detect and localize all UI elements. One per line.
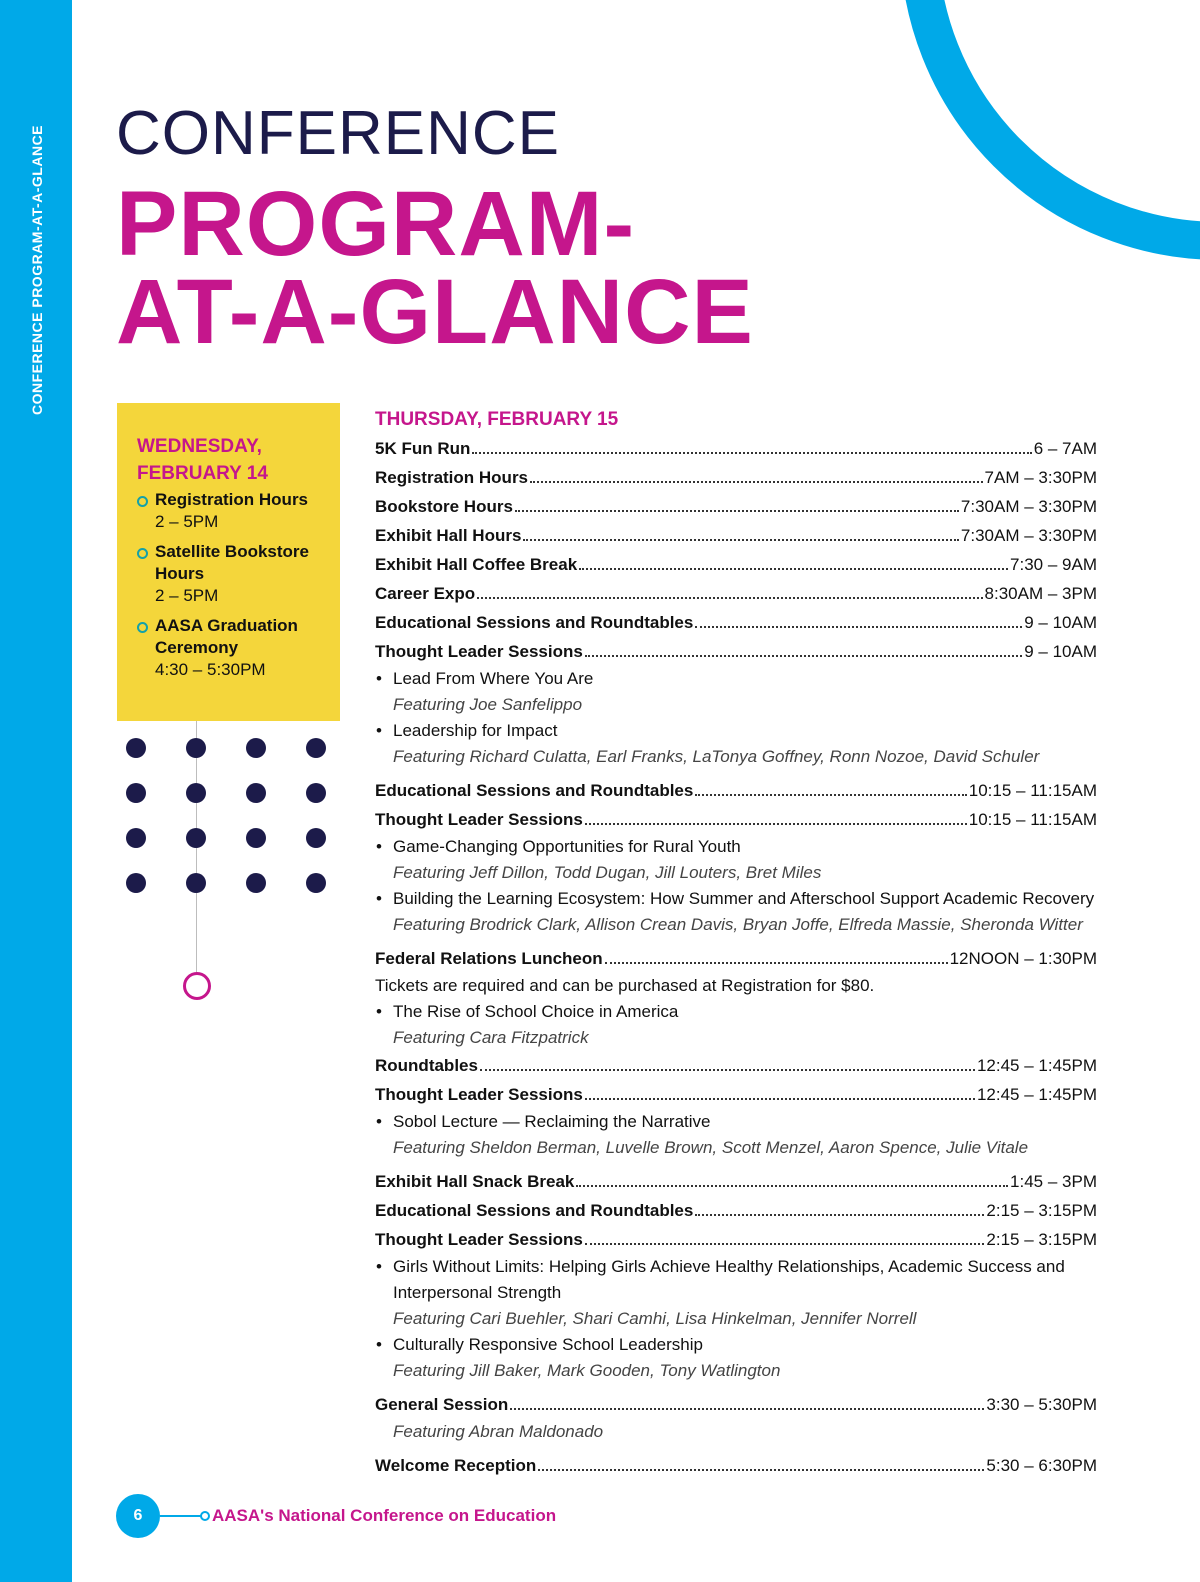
schedule-row: Thought Leader Sessions 10:15 – 11:15AM bbox=[375, 810, 1097, 829]
schedule-row: Registration Hours 7AM – 3:30PM bbox=[375, 468, 1097, 487]
decorative-ring bbox=[900, 0, 1200, 260]
session-title: • Game-Changing Opportunities for Rural Youth bbox=[375, 834, 1097, 860]
session-featuring: Featuring Joe Sanfelippo bbox=[393, 695, 583, 714]
session-featuring: Featuring Brodrick Clark, Allison Crean Davis, Bryan Joffe, Elfreda Massie, Sheronda Witter bbox=[393, 915, 1083, 934]
luncheon-note: Tickets are required and can be purchased at Registration for $80. bbox=[375, 976, 875, 995]
session-featuring: Featuring Jeff Dillon, Todd Dugan, Jill Louters, Bret Miles bbox=[393, 863, 822, 882]
session-title: • Lead From Where You Are bbox=[375, 666, 1097, 692]
publication-name: AASA's National Conference on Education bbox=[212, 1506, 557, 1525]
schedule-row: Bookstore Hours 7:30AM – 3:30PM bbox=[375, 497, 1097, 516]
ring-bullet-icon bbox=[137, 622, 148, 633]
wednesday-item: AASA Graduation Ceremony 4:30 – 5:30PM bbox=[137, 615, 324, 681]
schedule-row: Educational Sessions and Roundtables 9 – 10AM bbox=[375, 613, 1097, 632]
session-featuring: Featuring Cara Fitzpatrick bbox=[393, 1028, 589, 1047]
session-featuring: Featuring Sheldon Berman, Luvelle Brown, Scott Menzel, Aaron Spence, Julie Vitale bbox=[393, 1138, 1029, 1157]
session-featuring: Featuring Cari Buehler, Shari Camhi, Lisa Hinkelman, Jennifer Norrell bbox=[393, 1309, 917, 1328]
page-title-line1: CONFERENCE bbox=[116, 99, 561, 168]
schedule-row: General Session 3:30 – 5:30PM bbox=[375, 1395, 1097, 1414]
thursday-heading: THURSDAY, FEBRUARY 15 bbox=[375, 409, 619, 430]
schedule-row: Welcome Reception 5:30 – 6:30PM bbox=[375, 1456, 1097, 1475]
page-number: 6 bbox=[116, 1494, 160, 1538]
wednesday-item: Registration Hours 2 – 5PM bbox=[137, 489, 324, 533]
schedule-row: Thought Leader Sessions 12:45 – 1:45PM bbox=[375, 1085, 1097, 1104]
schedule-row: Exhibit Hall Hours 7:30AM – 3:30PM bbox=[375, 526, 1097, 545]
schedule-row: Career Expo 8:30AM – 3PM bbox=[375, 584, 1097, 603]
schedule-row: Educational Sessions and Roundtables 10:15 – 11:15AM bbox=[375, 781, 1097, 800]
footer-connector bbox=[160, 1515, 202, 1517]
schedule-row: Roundtables 12:45 – 1:45PM bbox=[375, 1056, 1097, 1075]
page-title-line3: AT-A-GLANCE bbox=[116, 261, 754, 363]
session-title: • Leadership for Impact bbox=[375, 718, 1097, 744]
timeline-end-circle-icon bbox=[183, 972, 211, 1000]
decorative-dot-grid bbox=[126, 738, 336, 898]
page-title-line2: PROGRAM- bbox=[116, 173, 636, 275]
session-title: • Building the Learning Ecosystem: How Summer and Afterschool Support Academic Recovery bbox=[375, 886, 1097, 912]
schedule-row: Exhibit Hall Snack Break 1:45 – 3PM bbox=[375, 1172, 1097, 1191]
session-featuring: Featuring Jill Baker, Mark Gooden, Tony Watlington bbox=[393, 1361, 781, 1380]
session-title: • Girls Without Limits: Helping Girls Achieve Healthy Relationships, Academic Success and Interpersonal Strength bbox=[375, 1254, 1097, 1306]
schedule-row: Exhibit Hall Coffee Break 7:30 – 9AM bbox=[375, 555, 1097, 574]
schedule-row: Educational Sessions and Roundtables 2:15 – 3:15PM bbox=[375, 1201, 1097, 1220]
session-title: • The Rise of School Choice in America bbox=[375, 999, 1097, 1025]
ring-bullet-icon bbox=[137, 548, 148, 559]
schedule-row: 5K Fun Run 6 – 7AM bbox=[375, 439, 1097, 458]
session-featuring: Featuring Richard Culatta, Earl Franks, LaTonya Goffney, Ronn Nozoe, David Schuler bbox=[393, 747, 1040, 766]
session-featuring: Featuring Abran Maldonado bbox=[393, 1422, 604, 1441]
footer-ring-icon bbox=[200, 1511, 210, 1521]
schedule-row: Thought Leader Sessions 9 – 10AM bbox=[375, 642, 1097, 661]
ring-bullet-icon bbox=[137, 496, 148, 507]
schedule-row: Federal Relations Luncheon 12NOON – 1:30PM bbox=[375, 949, 1097, 968]
wednesday-box bbox=[117, 403, 340, 721]
wednesday-heading: WEDNESDAY, FEBRUARY 14 bbox=[137, 436, 268, 484]
schedule-row: Thought Leader Sessions 2:15 – 3:15PM bbox=[375, 1230, 1097, 1249]
session-title: • Sobol Lecture — Reclaiming the Narrative bbox=[375, 1109, 1097, 1135]
thursday-schedule bbox=[375, 407, 1097, 1480]
wednesday-item: Satellite Bookstore Hours 2 – 5PM bbox=[137, 541, 324, 607]
session-title: • Culturally Responsive School Leadership bbox=[375, 1332, 1097, 1358]
page-footer bbox=[116, 1494, 616, 1538]
side-section-label: CONFERENCE PROGRAM-AT-A-GLANCE bbox=[29, 124, 45, 416]
